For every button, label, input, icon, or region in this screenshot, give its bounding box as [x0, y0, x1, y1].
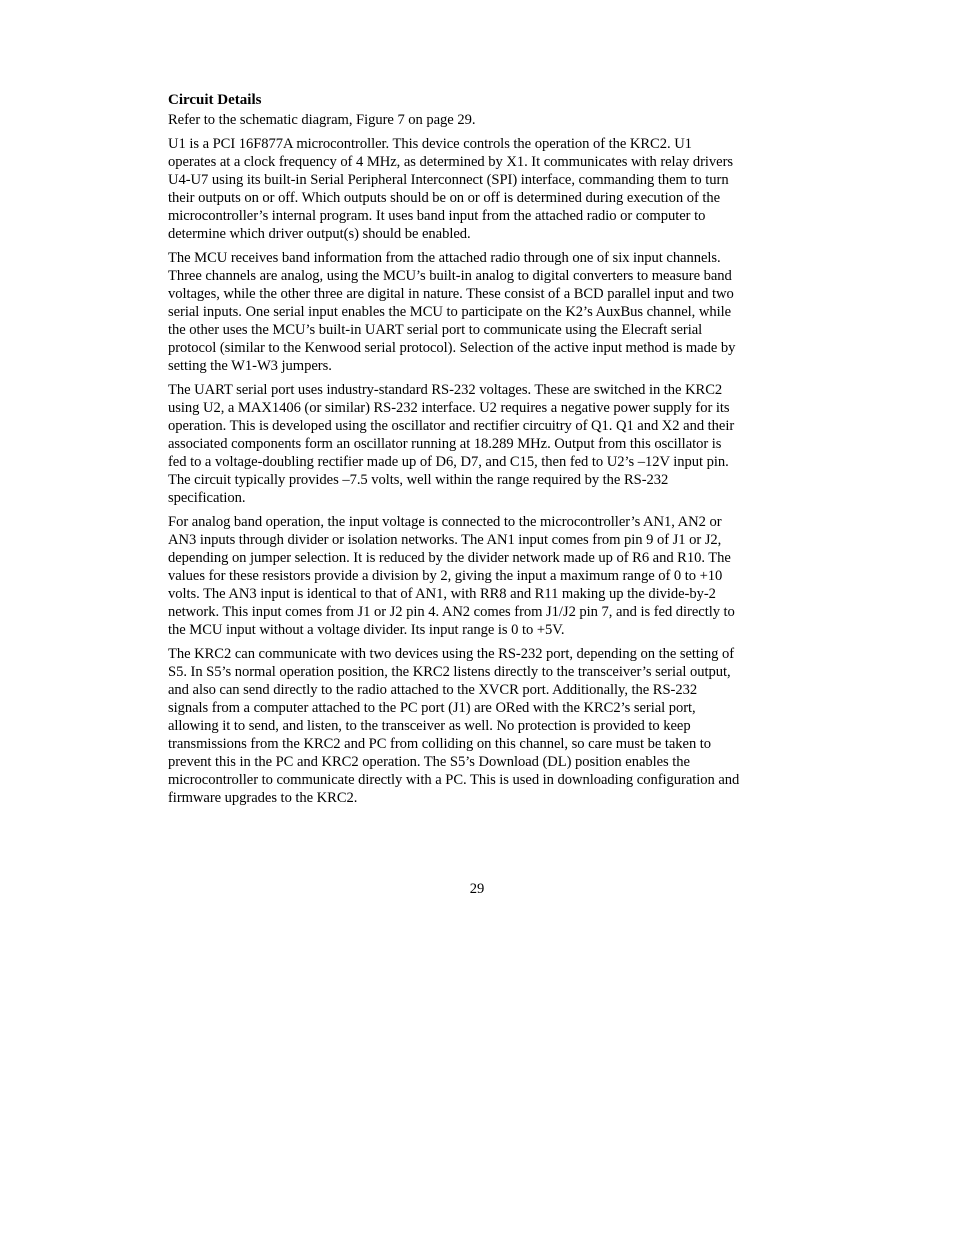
text-line: associated components form an oscillator running at 18.289 MHz. Output from this oscillator is: [168, 436, 722, 452]
page-body: [168, 91, 780, 813]
text-line: The MCU receives band information from the attached radio through one of six input channels.: [168, 250, 721, 266]
text-line: Three channels are analog, using the MCU’s built-in analog to digital converters to measure band: [168, 268, 732, 284]
text-line: The circuit typically provides –7.5 volts, well within the range required by the RS-232: [168, 472, 669, 488]
text-line: S5. In S5’s normal operation position, the KRC2 listens directly to the transceiver’s serial output,: [168, 664, 731, 680]
text-line: determine which driver output(s) should be enabled.: [168, 226, 471, 242]
text-line: the other uses the MCU’s built-in UART serial port to communicate using the Elecraft serial: [168, 322, 703, 338]
text-line: and also can send directly to the radio attached to the XVCR port. Additionally, the RS-232: [168, 682, 698, 698]
text-line: U4-U7 using its built-in Serial Peripheral Interconnect (SPI) interface, commanding them to turn: [168, 172, 729, 188]
text-line: voltages, while the other three are digital in nature. These consist of a BCD parallel input and two: [168, 286, 734, 302]
text-line: volts. The AN3 input is identical to that of AN1, with RR8 and R11 making up the divide-by-2: [168, 586, 716, 602]
text-line: specification.: [168, 490, 246, 506]
text-line: operation. This is developed using the oscillator and rectifier circuitry of Q1. Q1 and X2 and their: [168, 418, 735, 434]
text-line: fed to a voltage-doubling rectifier made up of D6, D7, and C15, then fed to U2’s –12V input pin.: [168, 454, 729, 470]
page-number: 29: [469, 881, 485, 897]
text-line: network. This input comes from J1 or J2 pin 4. AN2 comes from J1/J2 pin 7, and is fed directly to: [168, 604, 735, 620]
text-line: using U2, a MAX1406 (or similar) RS-232 interface. U2 requires a negative power supply for its: [168, 400, 730, 416]
text-line: prevent this in the PC and KRC2 operation. The S5’s Download (DL) position enables the: [168, 754, 690, 770]
text-line: operates at a clock frequency of 4 MHz, as determined by X1. It communicates with relay drivers: [168, 154, 734, 170]
paragraph-1: [168, 111, 780, 129]
paragraph-2: [168, 135, 780, 243]
text-line: allowing it to send, and listen, to the transceiver as well. No protection is provided to keep: [168, 718, 691, 734]
text-line: protocol (similar to the Kenwood serial protocol). Selection of the active input method is made by: [168, 340, 736, 356]
paragraph-3: [168, 249, 780, 375]
text-line: firmware upgrades to the KRC2.: [168, 790, 358, 806]
text-line: the MCU input without a voltage divider. Its input range is 0 to +5V.: [168, 622, 565, 638]
text-line: AN3 inputs through divider or isolation networks. The AN1 input comes from pin 9 of J1 or J2,: [168, 532, 722, 548]
text-line: microcontroller to communicate directly with a PC. This is used in downloading configuration and: [168, 772, 740, 788]
text-line: signals from a computer attached to the PC port (J1) are ORed with the KRC2’s serial port,: [168, 700, 696, 716]
text-line: their outputs on or off. Which outputs should be on or off is determined during execution of the: [168, 190, 721, 206]
text-line: values for these resistors provide a division by 2, giving the input a maximum range of 0 to +10: [168, 568, 723, 584]
paragraph-5: [168, 513, 780, 639]
text-line: The UART serial port uses industry-standard RS-232 voltages. These are switched in the KRC2: [168, 382, 723, 398]
paragraph-6: [168, 645, 780, 807]
text-line: For analog band operation, the input voltage is connected to the microcontroller’s AN1, AN2 or: [168, 514, 722, 530]
text-line: U1 is a PCI 16F877A microcontroller. This device controls the operation of the KRC2. U1: [168, 136, 692, 152]
text-line: Refer to the schematic diagram, Figure 7 on page 29.: [168, 112, 476, 128]
section-heading: Circuit Details: [168, 92, 262, 108]
text-line: depending on jumper selection. It is reduced by the divider network made up of R6 and R10. The: [168, 550, 731, 566]
text-line: setting the W1-W3 jumpers.: [168, 358, 332, 374]
paragraph-4: [168, 381, 780, 507]
text-line: serial inputs. One serial input enables the MCU to participate on the K2’s AuxBus channel, while: [168, 304, 732, 320]
text-line: microcontroller’s internal program. It uses band input from the attached radio or computer to: [168, 208, 706, 224]
paragraph-list: [168, 111, 780, 807]
text-line: transmissions from the KRC2 and PC from colliding on this channel, so care must be taken to: [168, 736, 712, 752]
text-line: The KRC2 can communicate with two devices using the RS-232 port, depending on the setting of: [168, 646, 735, 662]
